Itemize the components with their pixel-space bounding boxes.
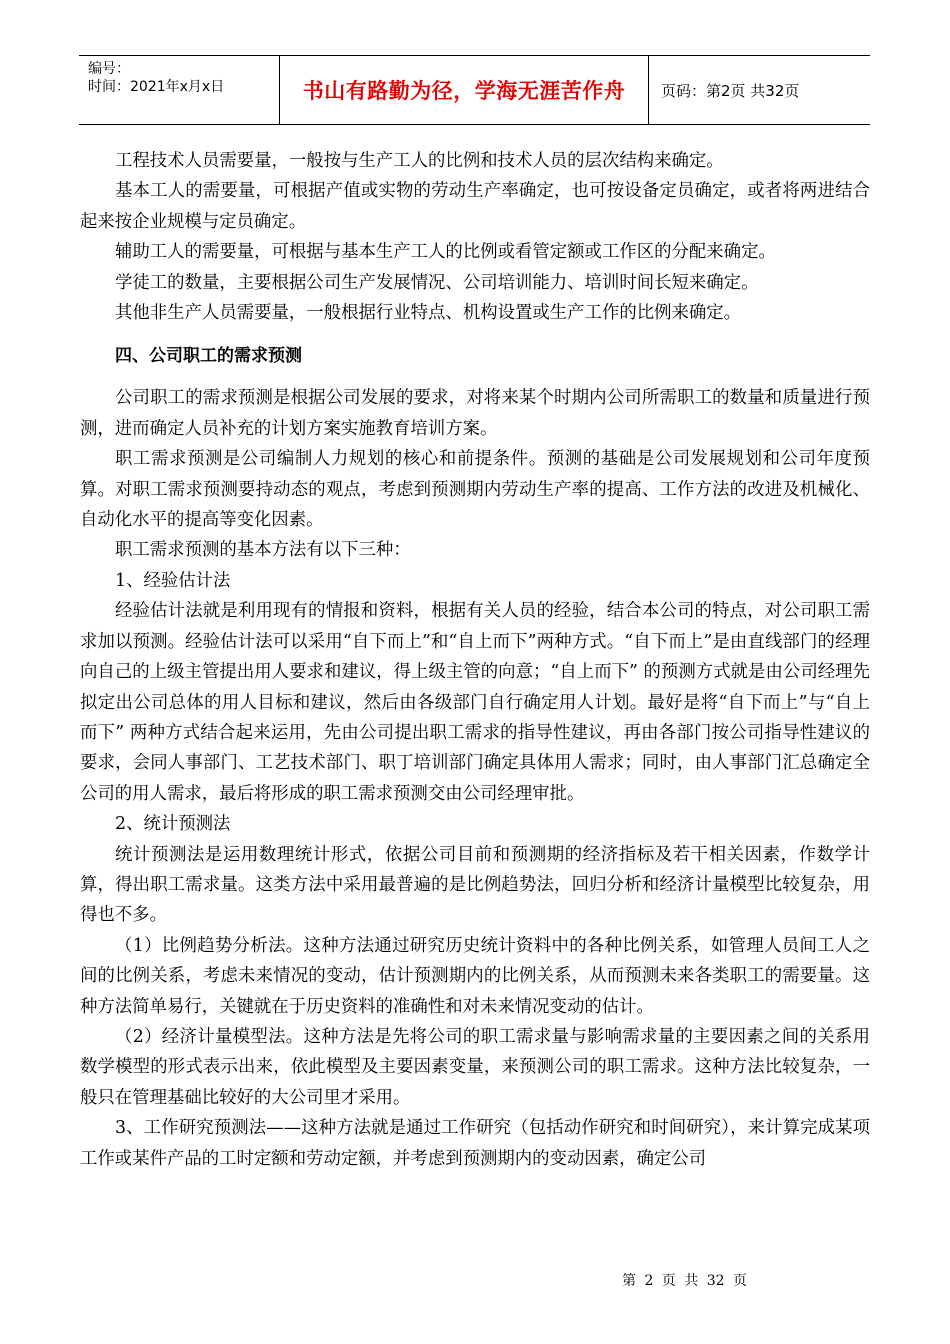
paragraph: 公司职工的需求预测是根据公司发展的要求，对将来某个时期内公司所需职工的数量和质量进行预测，进而确定人员补充的计划方案实施教育培训方案。 (80, 388, 870, 439)
document-time-label: 时间：2021年x月x日 (88, 79, 225, 95)
document-body (80, 146, 870, 1174)
paragraph: 统计预测法是运用数理统计形式，依据公司目前和预测期的经济指标及若干相关因素，作数学计算，得出职工需求量。这类方法中采用最普遍的是比例趋势法，回归分析和经济计量模型比较复杂，用得也不多。 (80, 844, 870, 926)
header-motto-cell (279, 56, 649, 124)
paragraph: 其他非生产人员需要量，一般根据行业特点、机构设置或生产工作的比例来确定。 (115, 303, 742, 324)
header-meta (79, 56, 279, 124)
paragraph: 学徒工的数量，主要根据公司生产发展情况、公司培训能力、培训时间长短来确定。 (115, 272, 759, 293)
paragraph: 3、工作研究预测法——这种方法就是通过工作研究（包括动作研究和时间研究），来计算完成某项工作或某件产品的工时定额和劳动定额，并考虑到预测期内的变动因素，确定公司 (80, 1118, 870, 1169)
paragraph: 经验估计法就是利用现有的情报和资料，根据有关人员的经验，结合本公司的特点，对公司职工需求加以预测。经验估计法可以采用“自下而上”和“自上而下”两种方式。“自下而上”是由直线部门的经理向自己的上级主管提出用人要求和建议，得上级主管的向意；“自上而下” 的预测方式就是由公司经理先拟定出公司总体的用人目标和建议，然后由各级部门自行确定用人计划。最好是将“自下而上”与“自上而下” 两种方式结合起来运用，先由公司提出职工需求的指导性建议，再由各部门按公司指导性建议的要求，会同人事部门、工艺技术部门、职丁培训部门确定具体用人需求；同时，由人事部门汇总确定全公司的用人需求，最后将形成的职工需求预测交由公司经理审批。 (80, 601, 870, 804)
paragraph: 基本工人的需要量，可根据产值或实物的劳动生产率确定，也可按设备定员确定，或者将两进结合起来按企业规模与定员确定。 (80, 181, 870, 232)
paragraph: 辅助工人的需要量，可根据与基本生产工人的比例或看管定额或工作区的分配来确定。 (115, 242, 776, 263)
paragraph: 职工需求预测是公司编制人力规划的核心和前提条件。预测的基础是公司发展规划和公司年度预算。对职工需求预测要持动态的观点，考虑到预测期内劳动生产率的提高、工作方法的改进及机械化、自动化水平的提高等变化因素。 (80, 449, 870, 531)
page-footer: 第 2 页 共 32 页 (622, 1273, 747, 1289)
section-heading: 四、公司职工的需求预测 (115, 346, 302, 367)
subheading-statistical-forecast: 2、统计预测法 (115, 814, 231, 835)
paragraph: （2）经济计量模型法。这种方法是先将公司的职工需求量与影响需求量的主要因素之间的关系用数学模型的形式表示出来，依此模型及主要因素变量，来预测公司的职工需求。这种方法比较复杂，一般只在管理基础比较好的大公司里才采用。 (80, 1026, 870, 1108)
header-motto: 书山有路勤为径，学海无涯苦作舟 (302, 79, 626, 103)
paragraph: （1）比例趋势分析法。这种方法通过研究历史统计资料中的各种比例关系，如管理人员间工人之间的比例关系，考虑未来情况的变动，估计预测期内的比例关系，从而预测未来各类职工的需要量。这种方法简单易行，关键就在于历史资料的准确性和对未来情况变动的估计。 (80, 935, 870, 1017)
subheading-experience-estimation: 1、经验估计法 (115, 570, 231, 591)
page-header (79, 55, 870, 125)
document-number-label: 编号： (88, 61, 130, 77)
header-page-info-cell (649, 56, 870, 124)
header-page-info: 页码：第2页 共32页 (661, 81, 800, 100)
paragraph: 职工需求预测的基本方法有以下三种： (115, 540, 411, 561)
paragraph: 工程技术人员需要量，一般按与生产工人的比例和技术人员的层次结构来确定。 (115, 151, 724, 171)
